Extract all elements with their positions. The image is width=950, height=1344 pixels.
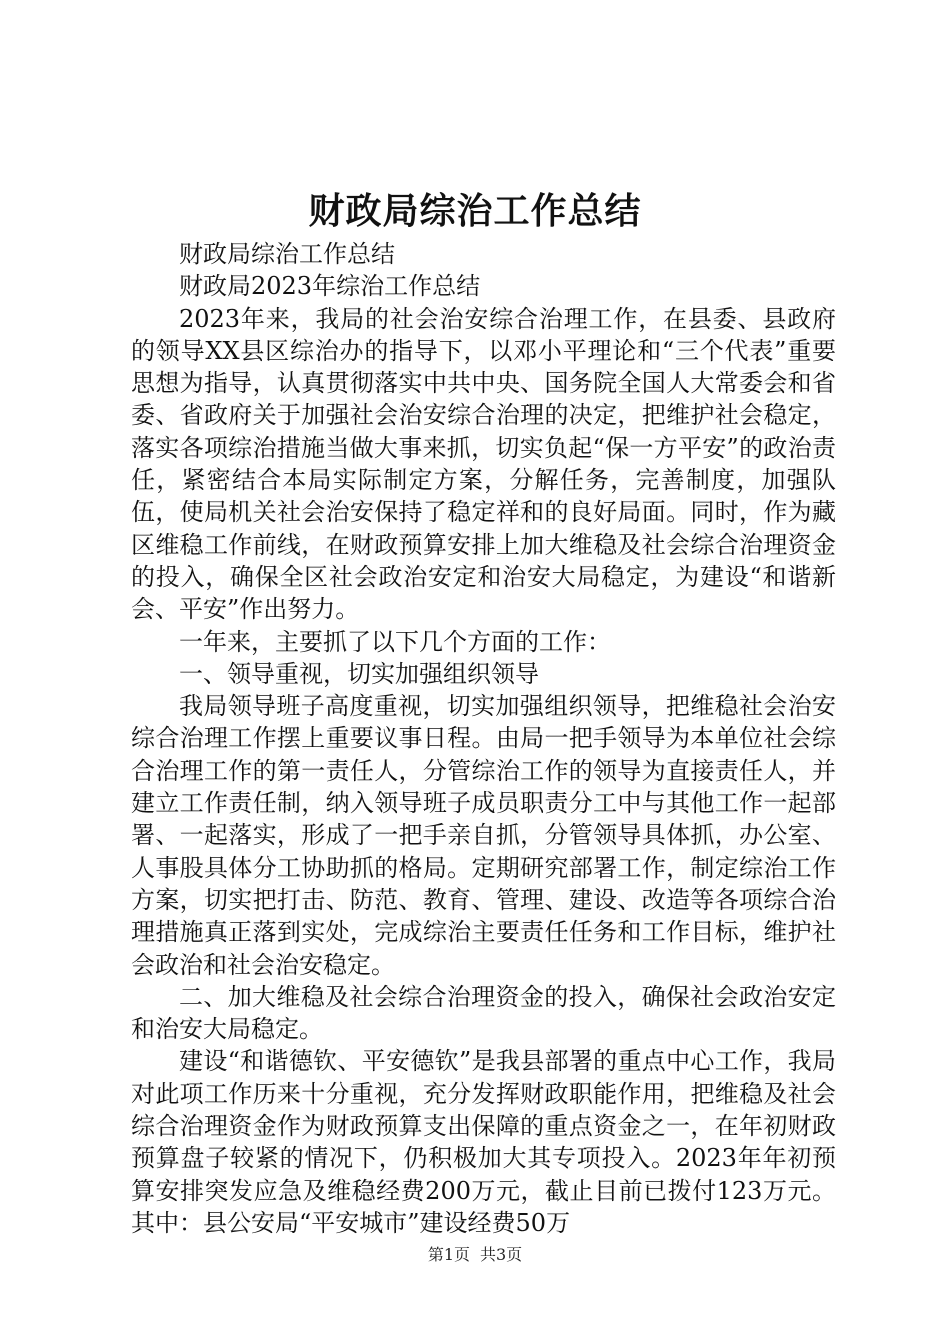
paragraph-year-title: 财政局2023年综治工作总结 bbox=[179, 272, 481, 301]
paragraph-intro: 2023年来，我局的社会治安综合治理工作，在县委、县政府的领导XX县区综治办的指导下，以邓小平理论和“三个代表”重要思想为指导，认真贯彻落实中共中央、国务院全国人大常委会和省委、省政府关于加强社会治安综合治理的决定，把维护社会稳定，落实各项综治措施当做大事来抓，切实负起“保一方平安”的政治责任，紧密结合本局实际制定方案，分解任务，完善制度，加强队伍，使局机关社会治安保持了稳定祥和的良好局面。同时，作为藏区维稳工作前线，在财政预算安排上加大维稳及社会综合治理资金的投入，确保全区社会政治安定和治安大局稳定，为建设“和谐新会、平安”作出努力。 bbox=[131, 304, 836, 624]
paragraph-overview: 一年来，主要抓了以下几个方面的工作： bbox=[179, 627, 611, 656]
paragraph-section-1: 我局领导班子高度重视，切实加强组织领导，把维稳社会治安综合治理工作摆上重要议事日程。由局一把手领导为本单位社会综合治理工作的第一责任人，分管综治工作的领导为直接责任人，并建立工作责任制，纳入领导班子成员职责分工中与其他工作一起部署、一起落实，形成了一把手亲自抓，分管领导具体抓，办公室、人事股具体分工协助抓的格局。定期研究部署工作，制定综治工作方案，切实把打击、防范、教育、管理、建设、改造等各项综合治理措施真正落到实处，完成综治主要责任任务和工作目标，维护社会政治和社会治安稳定。 bbox=[131, 692, 836, 979]
section-heading-2: 二、加大维稳及社会综合治理资金的投入，确保社会政治安定和治安大局稳定。 bbox=[131, 982, 836, 1044]
paragraph-subtitle: 财政局综治工作总结 bbox=[179, 240, 395, 268]
document-title: 财政局综治工作总结 bbox=[308, 190, 642, 232]
paragraph-section-2: 建设“和谐德钦、平安德钦”是我县部署的重点中心工作，我局对此项工作历来十分重视，充分发挥财政职能作用，把维稳及社会综合治理资金作为财政预算支出保障的重点资金之一，在年初财政预算盘子较紧的情况下，仍积极加大其专项投入。2023年年初预算安排突发应急及维稳经费200万元，截止目前已拨付123万元。其中：县公安局“平安城市”建设经费50万 bbox=[131, 1047, 836, 1237]
page-footer bbox=[0, 1242, 950, 1265]
document-body bbox=[131, 238, 836, 1239]
page-total: 共3页 bbox=[480, 1245, 523, 1264]
page-number: 第1页 bbox=[427, 1245, 470, 1264]
section-heading-1: 一、领导重视，切实加强组织领导 bbox=[179, 659, 539, 688]
